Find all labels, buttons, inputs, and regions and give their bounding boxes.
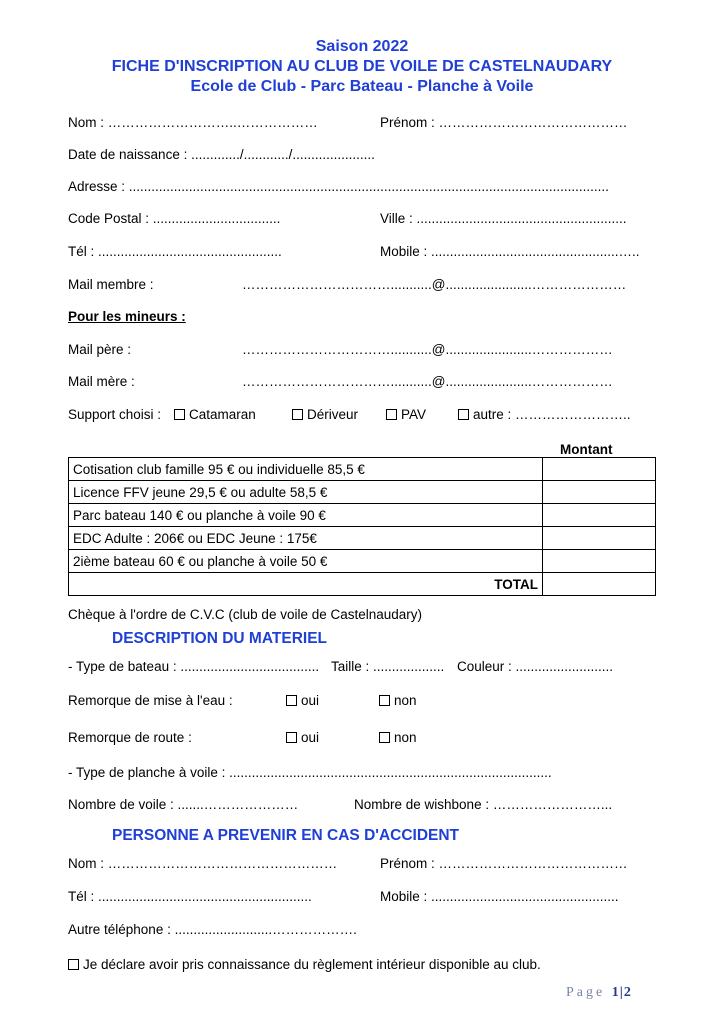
emergency-phone-field[interactable]: Tél : ......................................................... xyxy=(68,889,312,904)
city-field[interactable]: Ville : ........................................................ xyxy=(380,211,627,226)
fee-label: Cotisation club famille 95 € ou individuelle 85,5 € xyxy=(69,458,543,481)
mobile-field[interactable]: Mobile : ..................................................….. xyxy=(380,244,640,259)
amount-header: Montant xyxy=(560,442,613,457)
boat-type-field[interactable]: - Type de bateau : ..................................... xyxy=(68,659,320,674)
wishbone-count-field[interactable]: Nombre de wishbone : ……………………... xyxy=(354,797,613,812)
checkbox-icon[interactable] xyxy=(386,409,397,420)
checkbox-icon[interactable] xyxy=(458,409,469,420)
father-mail-label: Mail père : xyxy=(68,342,132,357)
table-row xyxy=(69,550,656,573)
fee-amount-cell[interactable] xyxy=(543,458,656,481)
emergency-mobile-field[interactable]: Mobile : .................................................. xyxy=(380,889,619,904)
cheque-note: Chèque à l'ordre de C.V.C (club de voile de Castelnaudary) xyxy=(68,607,423,622)
support-autre[interactable] xyxy=(458,407,631,423)
minors-heading: Pour les mineurs : xyxy=(68,309,186,324)
table-row xyxy=(69,481,656,504)
fee-label: Parc bateau 140 € ou planche à voile 90 € xyxy=(69,504,543,527)
material-section-title: DESCRIPTION DU MATERIEL xyxy=(112,630,327,647)
option-label: oui xyxy=(301,730,320,745)
form-title: FICHE D'INSCRIPTION AU CLUB DE VOILE DE CASTELNAUDARY xyxy=(111,58,613,75)
declaration-text: Je déclare avoir pris connaissance du règlement intérieur disponible au club. xyxy=(83,957,541,972)
checkbox-icon[interactable] xyxy=(286,695,297,706)
other-phone-field[interactable]: Autre téléphone : ..........................………………. xyxy=(68,922,357,937)
page-total: 2 xyxy=(623,985,632,1000)
road-trailer-label: Remorque de route : xyxy=(68,730,192,745)
checkbox-icon[interactable] xyxy=(292,409,303,420)
form-subtitle: Ecole de Club - Parc Bateau - Planche à Voile xyxy=(190,78,534,95)
checkbox-icon[interactable] xyxy=(286,732,297,743)
mother-mail-label: Mail mère : xyxy=(68,374,135,389)
emergency-name-field[interactable]: Nom : …………………………………………… xyxy=(68,856,338,871)
road-trailer-non[interactable] xyxy=(379,730,417,746)
page-separator: | xyxy=(619,985,624,1000)
prenom-field[interactable]: Prénom : …………………………………… xyxy=(380,115,628,130)
total-amount-cell[interactable] xyxy=(543,573,656,596)
launch-trailer-non[interactable] xyxy=(379,693,417,709)
option-label: non xyxy=(394,693,417,708)
launch-trailer-label: Remorque de mise à l'eau : xyxy=(68,693,233,708)
fee-label: 2ième bateau 60 € ou planche à voile 50 € xyxy=(69,550,543,573)
support-label: Support choisi : xyxy=(68,407,162,422)
emergency-firstname-field[interactable]: Prénom : …………………………………… xyxy=(380,856,628,871)
support-option-label: autre : …………………….. xyxy=(473,407,631,422)
checkbox-icon[interactable] xyxy=(174,409,185,420)
fee-amount-cell[interactable] xyxy=(543,504,656,527)
support-option-label: Catamaran xyxy=(189,407,256,422)
support-catamaran[interactable] xyxy=(174,407,256,423)
road-trailer-oui[interactable] xyxy=(286,730,319,746)
member-mail-label: Mail membre : xyxy=(68,277,154,292)
total-label: TOTAL xyxy=(69,573,543,596)
fee-label: EDC Adulte : 206€ ou EDC Jeune : 175€ xyxy=(69,527,543,550)
support-option-label: Dériveur xyxy=(307,407,359,422)
boat-color-field[interactable]: Couleur : .......................... xyxy=(457,659,614,674)
fees-table xyxy=(68,457,656,596)
support-option-label: PAV xyxy=(401,407,427,422)
member-mail-field[interactable]: ……………………………...........@.......................………………… xyxy=(242,277,627,292)
page-word: Page xyxy=(566,985,606,1000)
fee-label: Licence FFV jeune 29,5 € ou adulte 58,5 € xyxy=(69,481,543,504)
boat-size-field[interactable]: Taille : ................... xyxy=(331,659,445,674)
phone-field[interactable]: Tél : ................................................. xyxy=(68,244,282,259)
checkbox-icon[interactable] xyxy=(379,695,390,706)
windsurf-type-field[interactable]: - Type de planche à voile : ...................................................................................... xyxy=(68,765,552,780)
checkbox-icon[interactable] xyxy=(68,959,79,970)
option-label: non xyxy=(394,730,417,745)
table-row xyxy=(69,527,656,550)
table-row xyxy=(69,458,656,481)
postal-code-field[interactable]: Code Postal : .................................. xyxy=(68,211,281,226)
checkbox-icon[interactable] xyxy=(379,732,390,743)
nom-field[interactable]: Nom : ………………………..……………… xyxy=(68,115,318,130)
emergency-section-title: PERSONNE A PREVENIR EN CAS D'ACCIDENT xyxy=(112,827,460,844)
fee-amount-cell[interactable] xyxy=(543,481,656,504)
mother-mail-field[interactable]: ……………………………...........@.......................……………… xyxy=(242,374,613,389)
support-deriveur[interactable] xyxy=(292,407,358,423)
table-row xyxy=(69,504,656,527)
sail-count-field[interactable]: Nombre de voile : .......………………… xyxy=(68,797,299,812)
fee-amount-cell[interactable] xyxy=(543,527,656,550)
table-row xyxy=(69,573,656,596)
support-pav[interactable] xyxy=(386,407,426,423)
address-field[interactable]: Adresse : ................................................................................................................................ xyxy=(68,179,609,194)
season-title: Saison 2022 xyxy=(315,38,409,55)
father-mail-field[interactable]: ……………………………...........@.......................……………… xyxy=(242,342,613,357)
page-number xyxy=(566,985,632,1001)
page-current: 1 xyxy=(611,985,620,1000)
fee-amount-cell[interactable] xyxy=(543,550,656,573)
rules-declaration[interactable] xyxy=(68,957,541,973)
option-label: oui xyxy=(301,693,320,708)
launch-trailer-oui[interactable] xyxy=(286,693,319,709)
birthdate-field[interactable]: Date de naissance : ............./............/...................... xyxy=(68,147,375,162)
